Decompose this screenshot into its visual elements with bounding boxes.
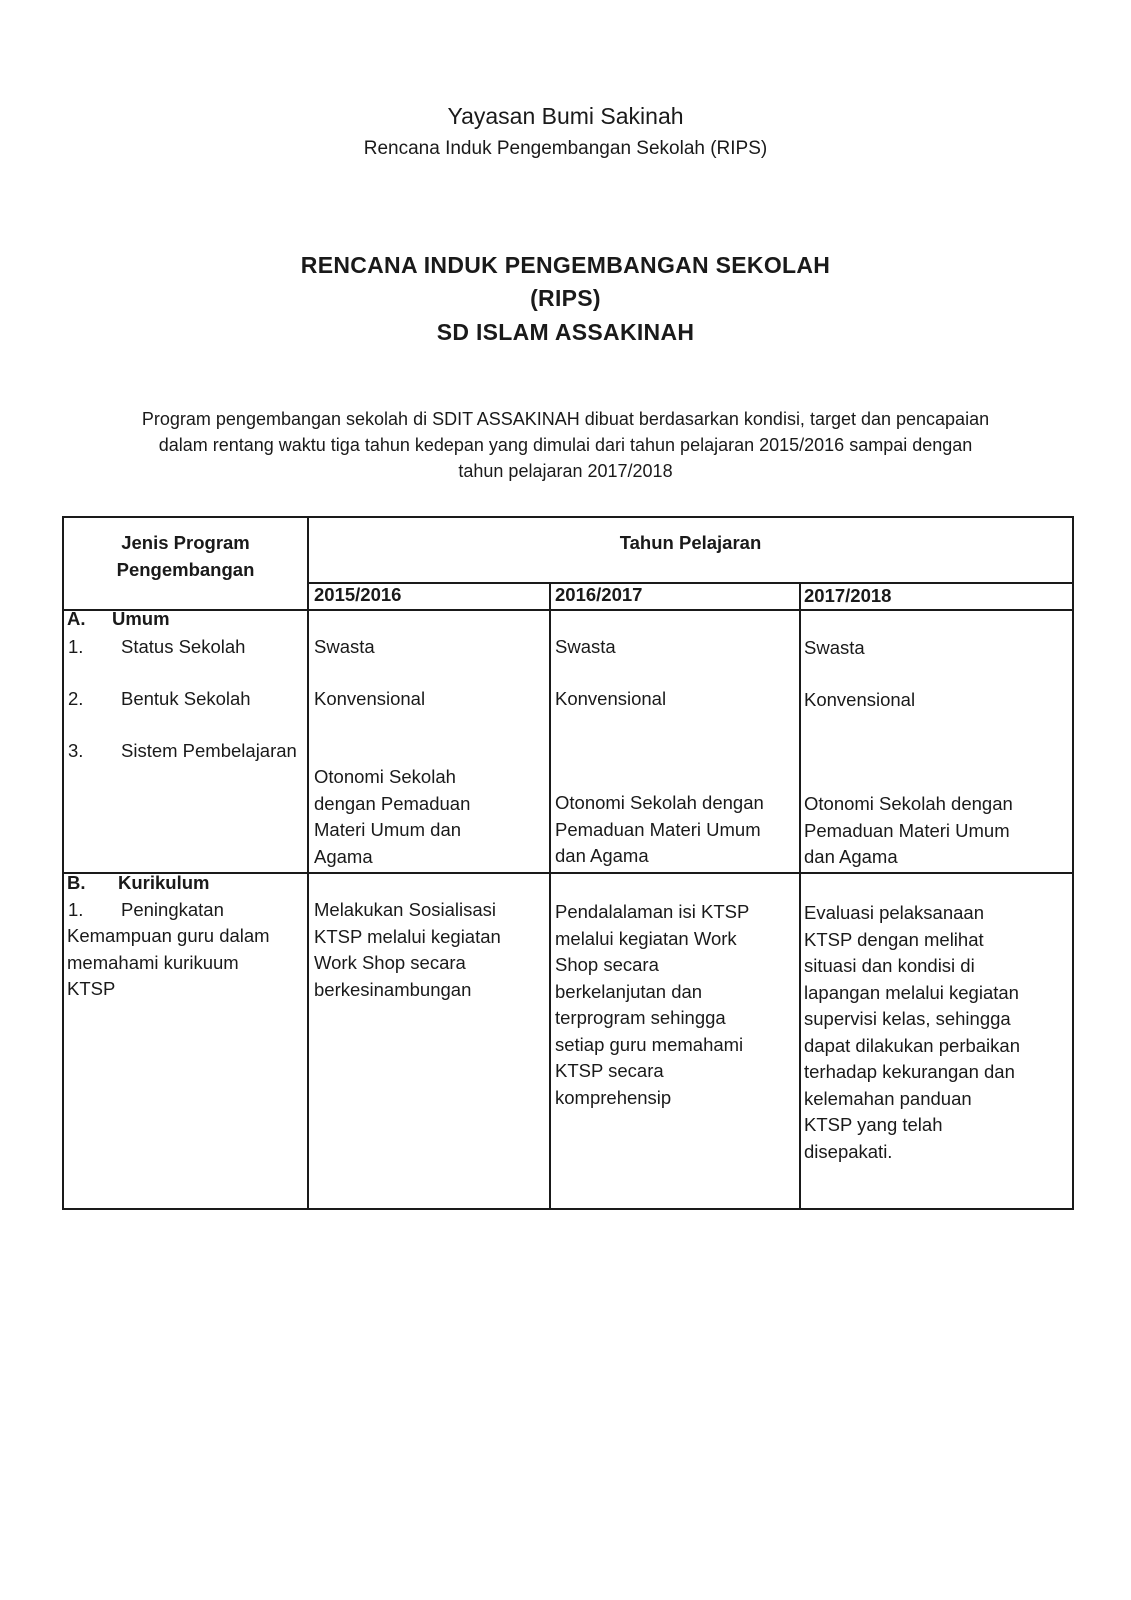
cell-line: dapat dilakukan perbaikan [804,1034,1020,1056]
cell-line: KTSP secara [555,1060,664,1081]
table-column-rule [549,582,551,1210]
cell-line: Pemaduan Materi Umum [804,819,1010,841]
cell-line: setiap guru memahami [555,1033,744,1055]
cell-line: Agama [314,845,373,867]
row-label-line: KTSP [67,978,116,999]
cell-value: Konvensional [804,689,916,710]
cell-line: Melakukan Sosialisasi [314,899,497,920]
cell-line: Otonomi Sekolah [314,766,456,787]
header-program-type-line: Pengembangan [116,558,255,580]
cell-line: Materi Umum dan [314,819,462,840]
row-label-clipped: Sistem Pembelajaran [121,740,297,761]
cell-line: melalui kegiatan Work [555,927,737,949]
header-year: 2015/2016 [314,584,402,605]
cell-line: KTSP yang telah [804,1114,943,1135]
intro-line: Program pengembangan sekolah di SDIT ASSAKINAH dibuat berdasarkan kondisi, target dan pencapaian [141,409,990,429]
row-label [67,923,270,1003]
header-year: 2017/2018 [804,585,892,606]
row-label: Status Sekolah [121,636,246,657]
table-rule [62,609,1074,611]
cell-value: Swasta [804,637,865,658]
cell-line: supervisi kelas, sehingga [804,1008,1011,1029]
cell-value: Konvensional [314,688,426,709]
header-school-year: Tahun Pelajaran [619,532,762,553]
cell-line: berkesinambungan [314,978,472,1000]
row-label: Bentuk Sekolah [121,688,251,709]
cell-line: Work Shop secara [314,952,466,973]
header-year: 2016/2017 [555,584,643,605]
cell-line: KTSP dengan melihat [804,928,984,950]
row-label: Peningkatan [121,899,224,920]
cell-line: terprogram sehingga [555,1007,726,1028]
cell-line: lapangan melalui kegiatan [804,981,1019,1003]
cell-line: Evaluasi pelaksanaan [804,902,984,923]
cell-value [314,764,470,870]
table-border-bottom [62,1208,1074,1210]
cell-line: komprehensip [555,1086,672,1108]
cell-value [804,791,1013,871]
table-rule [62,872,1074,874]
section-title: Umum [112,608,170,629]
cell-value: Swasta [555,636,616,657]
row-number: 1. [68,899,84,920]
intro-line: tahun pelajaran 2017/2018 [458,461,673,481]
table-rule [308,582,1074,584]
cell-value [555,899,749,1111]
row-number: 1. [68,636,84,657]
section-title: Kurikulum [118,872,210,893]
cell-line: KTSP melalui kegiatan [314,925,501,947]
cell-line: dan Agama [555,845,649,866]
cell-line: situasi dan kondisi di [804,955,975,976]
table-border-left [62,516,64,1210]
header-program-type-line: Jenis Program [121,532,250,553]
cell-line: disepakati. [804,1140,893,1162]
intro-line: dalam rentang waktu tiga tahun kedepan yang dimulai dari tahun pelajaran 2015/2016 sampai dengan [158,435,973,455]
row-number: 2. [68,688,84,709]
cell-line: dan Agama [804,846,898,867]
cell-line: Pendalalaman isi KTSP [555,901,750,922]
table-border-top [62,516,1074,518]
org-name: Yayasan Bumi Sakinah [447,103,684,129]
rips-table [62,516,1074,1210]
doc-title-line1: RENCANA INDUK PENGEMBANGAN SEKOLAH [300,252,831,278]
table-border-right [1072,516,1074,1210]
cell-value [555,790,764,870]
cell-line: terhadap kekurangan dan [804,1061,1015,1082]
table-column-rule [799,582,801,1210]
cell-line: Otonomi Sekolah dengan [555,792,764,813]
doc-title-line2: (RIPS) [530,285,601,311]
cell-value: Konvensional [555,688,667,709]
cell-line: Otonomi Sekolah dengan [804,793,1013,814]
row-number: 3. [68,740,84,761]
row-label-line: Kemampuan guru dalam [67,925,270,946]
org-subtitle: Rencana Induk Pengembangan Sekolah (RIPS) [363,138,768,159]
row-label-line: memahami kurikuum [67,951,239,973]
table-column-rule [307,516,309,1210]
cell-value [314,897,501,1003]
section-letter: B. [67,872,86,893]
cell-line: berkelanjutan dan [555,980,703,1002]
intro-paragraph [60,406,1071,484]
cell-value: Swasta [314,636,375,657]
section-letter: A. [67,608,86,629]
header-program-type [64,530,307,583]
cell-line: dengan Pemaduan [314,792,471,814]
cell-line: Shop secara [555,954,659,975]
cell-line: Pemaduan Materi Umum [555,818,761,840]
cell-line: kelemahan panduan [804,1087,972,1109]
doc-title-line3: SD ISLAM ASSAKINAH [436,319,695,345]
cell-value [804,900,1020,1165]
